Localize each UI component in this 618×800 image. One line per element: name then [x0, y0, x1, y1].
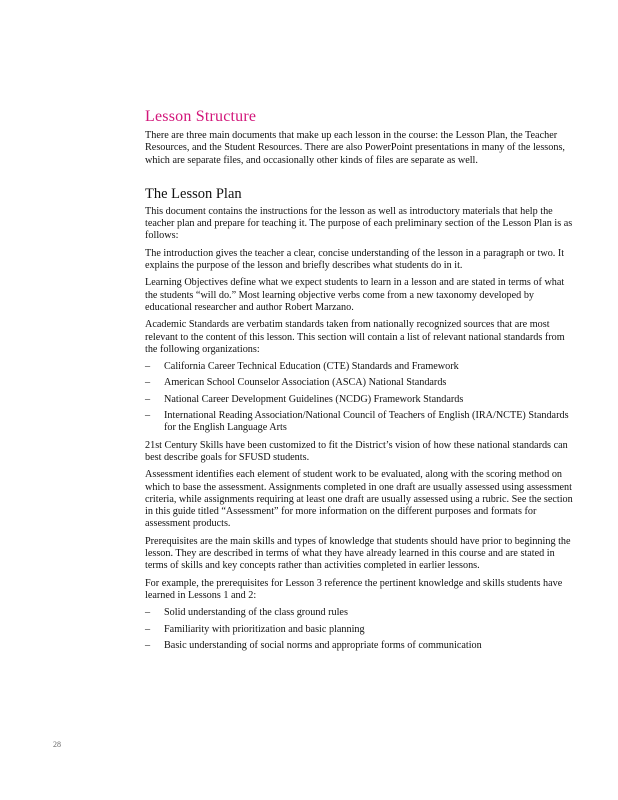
dash-bullet-icon: –: [145, 607, 151, 619]
list-item: [145, 377, 573, 389]
lesson-plan-description: This document contains the instructions for the lesson as well as introductory materials that help the teacher plan and prepare for teaching it. The purpose of each preliminary section of the Lesson Plan is as follows:: [145, 205, 573, 242]
academic-standards-paragraph: Academic Standards are verbatim standards taken from nationally recognized sources that are most relevant to the content of this lesson. This section will contain a list of relevant national standards from the following organizations:: [145, 319, 565, 355]
assessment-paragraph: Assessment identifies each element of student work to be evaluated, along with the scoring method on which to base the assessment. Assignments completed in one draft are usually assessed using assessment criteria, while assignments requiring at least one draft are usually assessed using a rubric. See the section in this guide titled “Assessment” for more information on the different purposes and formats for assessment products.: [145, 469, 573, 530]
page-content: [145, 107, 573, 657]
century-skills-paragraph: 21st Century Skills have been customized to fit the District’s vision of how these national standards can best describe goals for SFUSD students.: [145, 439, 568, 463]
prerequisites-paragraph: Prerequisites are the main skills and types of knowledge that students should have prior to beginning the lesson. They are described in terms of what they have already learned in this course and are stated in terms of skills and key concepts rather than activities completed in earlier lessons.: [145, 535, 571, 572]
dash-bullet-icon: –: [145, 393, 151, 405]
list-item-text: American School Counselor Association (ASCA) National Standards: [164, 377, 447, 389]
list-item: [145, 607, 573, 619]
list-item-text: National Career Development Guidelines (NCDG) Framework Standards: [164, 393, 464, 405]
page-number: 28: [53, 740, 61, 749]
list-item: [145, 410, 573, 435]
list-item: [145, 361, 573, 373]
dash-bullet-icon: –: [145, 377, 151, 389]
list-item: [145, 394, 573, 406]
prerequisites-list: [145, 607, 573, 652]
list-item: [145, 640, 573, 652]
intro-paragraph: There are three main documents that make up each lesson in the course: the Lesson Plan, the Teacher Resources, and the Student Resources. There are also PowerPoint presentations in many of the lessons, which are separate files, and occasionally other kinds of files are separate as well.: [145, 130, 565, 166]
list-item-text: California Career Technical Education (CTE) Standards and Framework: [164, 361, 459, 373]
dash-bullet-icon: –: [145, 361, 151, 373]
list-item-text: Basic understanding of social norms and appropriate forms of communication: [164, 639, 482, 651]
introduction-paragraph: The introduction gives the teacher a clear, concise understanding of the lesson in a paragraph or two. It explains the purpose of the lesson and briefly describes what students do in it.: [145, 247, 565, 272]
example-paragraph: For example, the prerequisites for Lesson 3 reference the pertinent knowledge and skills students have learned in Lessons 1 and 2:: [145, 577, 563, 601]
dash-bullet-icon: –: [145, 623, 151, 635]
list-item: [145, 624, 573, 636]
list-item-text: Familiarity with prioritization and basic planning: [164, 623, 365, 635]
section-title: Lesson Structure: [145, 108, 257, 125]
list-item-text: Solid understanding of the class ground rules: [164, 607, 348, 619]
dash-bullet-icon: –: [145, 410, 151, 422]
subsection-title: The Lesson Plan: [145, 185, 242, 202]
list-item-text: International Reading Association/National Council of Teachers of English (IRA/NCTE) Standards for the English Language Arts: [164, 410, 569, 434]
standards-list: [145, 361, 573, 434]
learning-objectives-paragraph: Learning Objectives define what we expect students to learn in a lesson and are stated in terms of what the students “will do.” Most learning objective verbs come from a new taxonomy developed by educational researcher and author Robert Marzano.: [145, 277, 565, 313]
dash-bullet-icon: –: [145, 639, 151, 651]
